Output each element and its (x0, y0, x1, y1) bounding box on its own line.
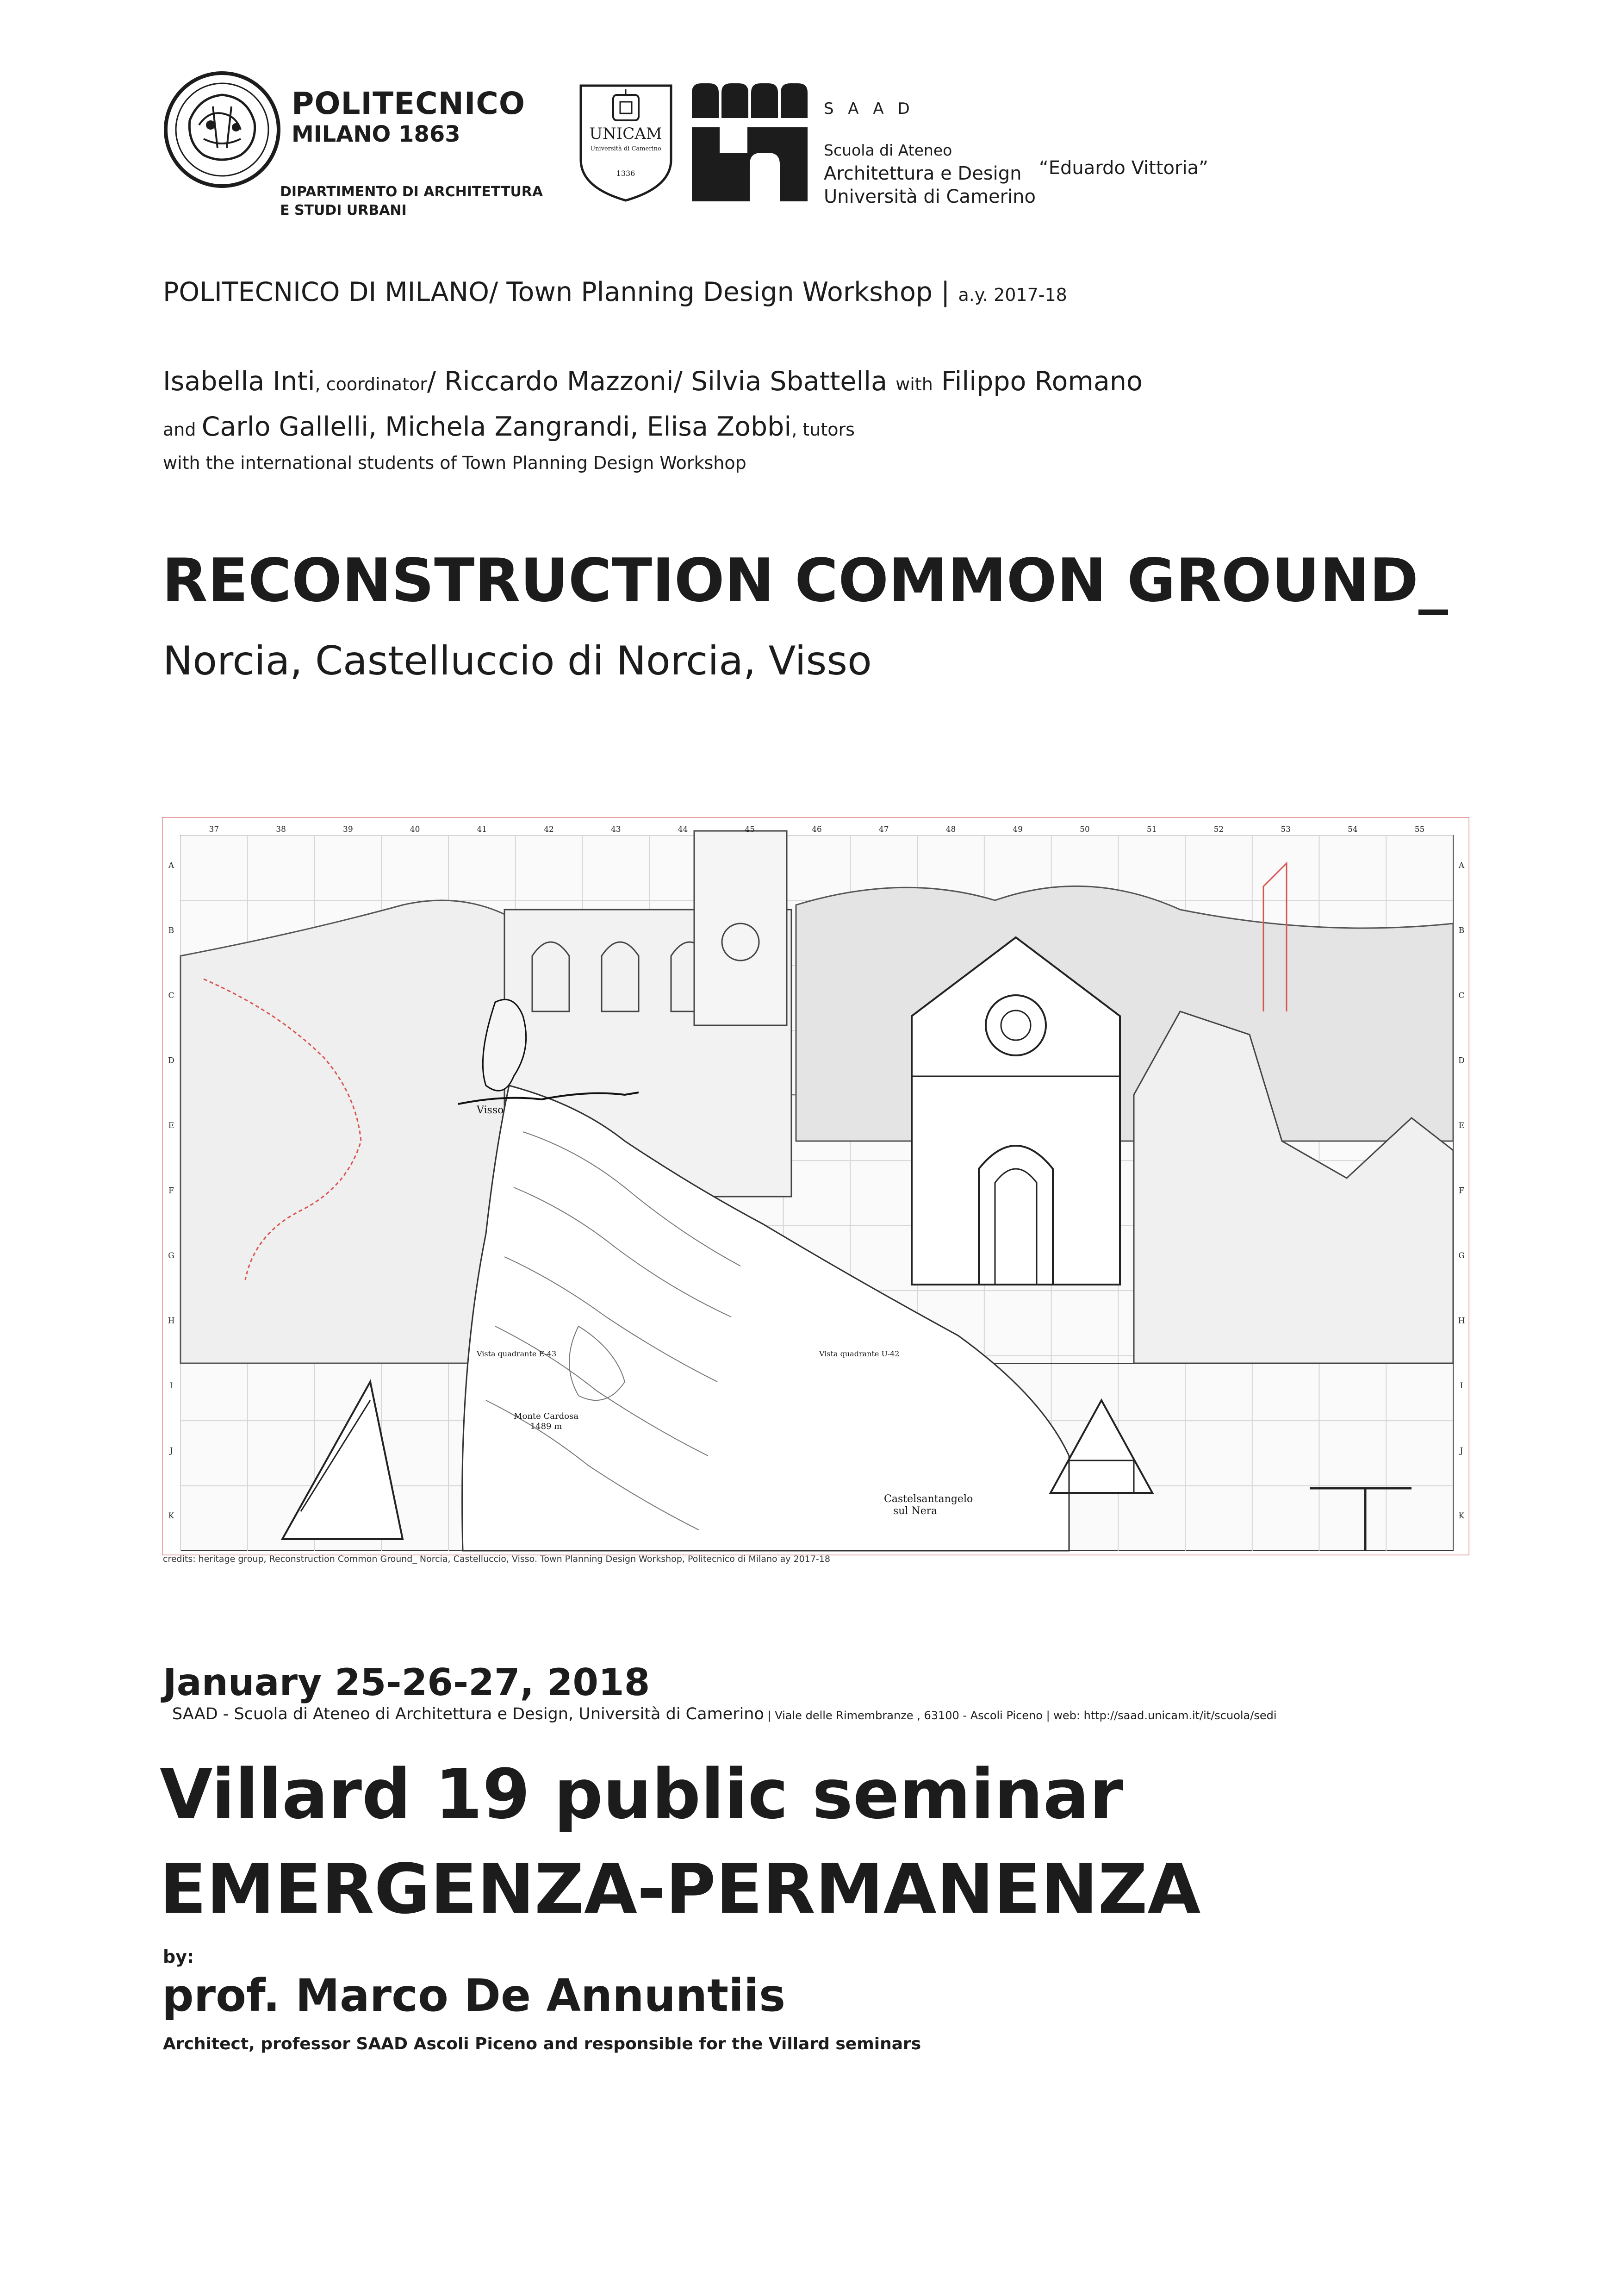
saad-line1: Scuola di Ateneo (824, 141, 952, 159)
staff-line2 (163, 406, 1143, 451)
course-line (163, 277, 1067, 307)
seminar-theme: EMERGENZA-PERMANENZA (160, 1849, 1201, 1929)
grid-row-label: K (1458, 1511, 1465, 1521)
saad-dedication: “Eduardo Vittoria” (1039, 157, 1208, 179)
grid-column-label: 38 (276, 825, 286, 834)
unicam-name: UNICAM (589, 125, 662, 143)
polimi-department-line1: DIPARTIMENTO DI ARCHITETTURA (280, 184, 543, 200)
grid-column-label: 47 (878, 825, 889, 834)
grid-row-label: J (1460, 1446, 1463, 1456)
guest-name: Filippo Romano (933, 366, 1143, 397)
with-word: with (895, 374, 933, 394)
polimi-city: MILANO 1863 (292, 121, 460, 147)
grid-row-label: E (1458, 1121, 1465, 1131)
workshop-places: Norcia, Castelluccio di Norcia, Visso (163, 638, 872, 684)
grid-column-label: 51 (1146, 825, 1157, 834)
academic-year: a.y. 2017-18 (958, 285, 1067, 305)
grid-column-label: 39 (343, 825, 353, 834)
venue-address: | Viale delle Rimembranze , 63100 - Ascoli Piceno | (764, 1709, 1054, 1722)
grid-row-label: I (169, 1381, 173, 1391)
staff-credits (163, 360, 1143, 451)
coordinator-role: , coordinator (315, 374, 427, 394)
speaker-name: prof. Marco De Annuntiis (162, 1970, 786, 2021)
drawing-credits: credits: heritage group, Reconstruction Common Ground_ Norcia, Castelluccio, Visso. Town Planning Design Workshop, Politecnico di Milano ay 2017-18 (163, 1554, 830, 1564)
saad-line3: Università di Camerino (824, 186, 1036, 207)
and-word: and (163, 419, 202, 440)
unicam-year: 1336 (616, 169, 635, 178)
speaker-role: Architect, professor SAAD Ascoli Piceno and responsible for the Villard seminars (163, 2034, 921, 2053)
grid-column-label: 55 (1414, 825, 1425, 834)
grid-row-label: E (168, 1121, 174, 1131)
grid-column-label: 37 (209, 825, 219, 834)
by-label: by: (163, 1947, 194, 1967)
grid-column-label: 44 (678, 825, 688, 834)
saad-logo-mark (692, 83, 808, 201)
label-visso: Visso (477, 1104, 504, 1116)
label-castel-1: Castelsantangelo (884, 1493, 973, 1505)
label-castel-2: sul Nera (893, 1505, 938, 1517)
grid-column-label: 42 (544, 825, 554, 834)
grid-row-label: I (1460, 1381, 1463, 1391)
grid-column-label: 46 (812, 825, 822, 834)
grid-row-label: G (168, 1251, 174, 1260)
grid-row-label: C (168, 991, 174, 1001)
grid-row-label: C (1458, 991, 1465, 1001)
label-monte-height: 1489 m (530, 1422, 562, 1431)
grid-row-label: J (169, 1446, 173, 1456)
polimi-name: POLITECNICO (292, 86, 525, 121)
saad-school-lines (824, 139, 1036, 208)
tutors-names: Carlo Gallelli, Michela Zangrandi, Elisa Zobbi (201, 412, 792, 442)
heritage-drawing (162, 817, 1469, 1555)
web-url: http://saad.unicam.it/it/scuola/sedi (1080, 1709, 1277, 1722)
grid-row-label: D (1458, 1056, 1465, 1066)
grid-column-label: 50 (1080, 825, 1090, 834)
grid-column-label: 53 (1281, 825, 1291, 834)
grid-row-label: H (168, 1316, 175, 1326)
label-monte: Monte Cardosa (514, 1411, 578, 1421)
web-label: web: (1053, 1709, 1081, 1722)
grid-row-label: H (1458, 1316, 1465, 1326)
saad-line2: Architettura e Design (824, 163, 1022, 184)
grid-row-label: G (1458, 1251, 1465, 1260)
grid-row-label: F (1459, 1186, 1464, 1196)
students-line: with the international students of Town Planning Design Workshop (163, 453, 746, 473)
unicam-shield-logo (576, 81, 676, 204)
grid-row-label: F (168, 1186, 174, 1196)
grid-row-label: A (168, 861, 174, 871)
workshop-title: RECONSTRUCTION COMMON GROUND_ (162, 546, 1448, 615)
grid-row-label: K (168, 1511, 174, 1521)
event-venue (172, 1705, 1277, 1723)
label-vista-2: Vista quadrante U-42 (819, 1349, 900, 1358)
coordinator-name: Isabella Inti (163, 366, 315, 397)
grid-column-label: 48 (945, 825, 956, 834)
grid-column-label: 52 (1213, 825, 1224, 834)
grid-row-label: D (168, 1056, 174, 1066)
staff-line1 (163, 360, 1143, 406)
professors-names: / Riccardo Mazzoni/ Silvia Sbattella (427, 366, 896, 397)
tutors-role: , tutors (791, 419, 855, 440)
polimi-seal-logo (162, 69, 282, 190)
venue-name: SAAD - Scuola di Ateneo di Architettura e Design, Università di Camerino (172, 1705, 764, 1723)
course-text: POLITECNICO DI MILANO/ Town Planning Design Workshop | (163, 277, 958, 307)
grid-column-label: 43 (610, 825, 621, 834)
grid-row-label: B (168, 926, 174, 936)
grid-row-label: B (1458, 926, 1465, 936)
polimi-department-line2: E STUDI URBANI (280, 202, 407, 218)
unicam-university: Università di Camerino (590, 145, 661, 152)
grid-column-label: 40 (410, 825, 420, 834)
saad-letters: SAAD (824, 100, 924, 118)
grid-row-label: A (1458, 861, 1465, 871)
event-date: January 25-26-27, 2018 (163, 1661, 650, 1704)
grid-column-label: 41 (477, 825, 487, 834)
label-vista-1: Vista quadrante E-43 (477, 1349, 557, 1358)
grid-column-label: 45 (745, 825, 755, 834)
seminar-title: Villard 19 public seminar (160, 1754, 1123, 1834)
polimi-department (280, 183, 543, 220)
grid-column-label: 54 (1348, 825, 1358, 834)
grid-column-label: 49 (1013, 825, 1023, 834)
